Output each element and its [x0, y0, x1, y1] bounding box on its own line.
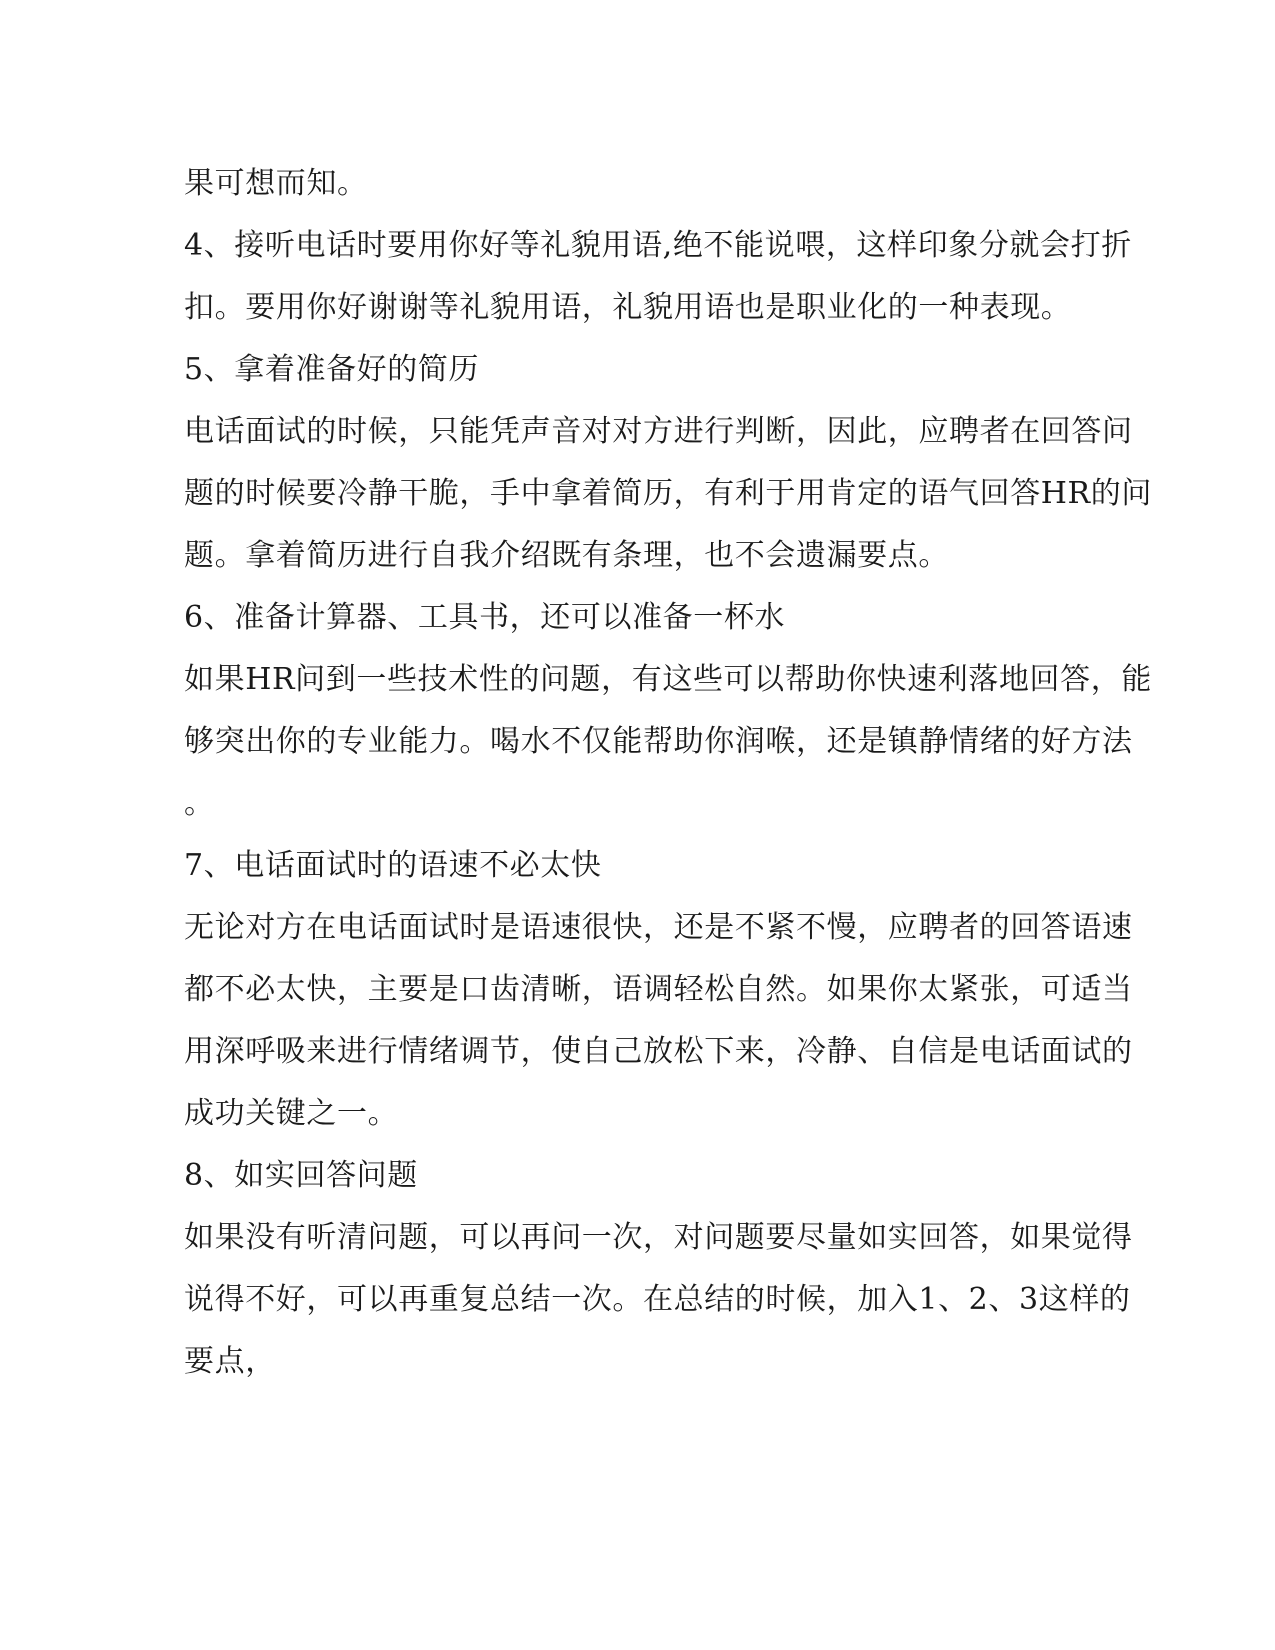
list-item-heading: 7、电话面试时的语速不必太快	[184, 848, 602, 883]
text-line: 说得不好，可以再重复总结一次。在总结的时候，加入1、2、3这样的	[184, 1282, 1131, 1317]
text-line: 要点，	[184, 1344, 276, 1379]
text-line: 扣。要用你好谢谢等礼貌用语，礼貌用语也是职业化的一种表现。	[184, 290, 1072, 325]
text-line: 如果HR问到一些技术性的问题，有这些可以帮助你快速利落地回答，能	[184, 662, 1152, 697]
text-line: 用深呼吸来进行情绪调节，使自己放松下来，冷静、自信是电话面试的	[184, 1034, 1133, 1069]
text-line: 题。拿着简历进行自我介绍既有条理，也不会遗漏要点。	[184, 538, 949, 573]
text-line: 无论对方在电话面试时是语速很快，还是不紧不慢，应聘者的回答语速	[184, 910, 1133, 945]
text-line: 够突出你的专业能力。喝水不仅能帮助你润喉，还是镇静情绪的好方法	[184, 724, 1133, 759]
list-item-heading: 8、如实回答问题	[184, 1158, 418, 1193]
text-line: 果可想而知。	[184, 166, 368, 201]
list-item-heading: 5、拿着准备好的简历	[184, 352, 480, 387]
list-item-heading: 6、准备计算器、工具书，还可以准备一杯水	[184, 600, 786, 635]
list-item-heading: 4、接听电话时要用你好等礼貌用语,绝不能说喂，这样印象分就会打折	[184, 228, 1132, 263]
text-line: 成功关键之一。	[184, 1096, 399, 1131]
text-line: 。	[184, 786, 215, 821]
text-line: 电话面试的时候，只能凭声音对对方进行判断，因此，应聘者在回答问	[184, 414, 1133, 449]
text-line: 都不必太快，主要是口齿清晰，语调轻松自然。如果你太紧张，可适当	[184, 972, 1133, 1007]
text-line: 题的时候要冷静干脆，手中拿着简历，有利于用肯定的语气回答HR的问	[184, 476, 1152, 511]
text-line: 如果没有听清问题，可以再问一次，对问题要尽量如实回答，如果觉得	[184, 1220, 1133, 1255]
